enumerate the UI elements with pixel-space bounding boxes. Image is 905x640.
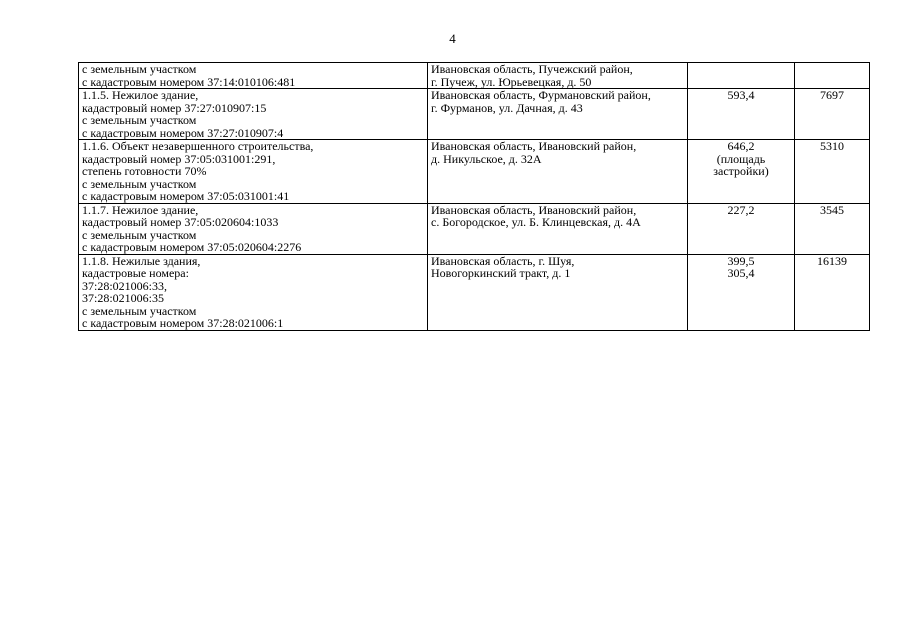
area-cell bbox=[688, 63, 795, 89]
table-row bbox=[79, 203, 870, 254]
object-description-line: с кадастровым номером 37:14:010106:481 bbox=[82, 74, 296, 89]
address-line: г. Фурманов, ул. Дачная, д. 43 bbox=[431, 100, 583, 115]
table-row bbox=[79, 140, 870, 204]
area-line: 305,4 bbox=[727, 266, 755, 280]
property-table-body bbox=[79, 63, 870, 331]
object-description-line: с земельным участком bbox=[82, 227, 197, 242]
object-description-line: с кадастровым номером 37:28:021006:1 bbox=[82, 316, 284, 330]
area-cell bbox=[688, 254, 795, 330]
address-line: г. Пучеж, ул. Юрьевецкая, д. 50 bbox=[431, 74, 592, 89]
address-cell bbox=[428, 203, 688, 254]
address-cell bbox=[428, 140, 688, 204]
address-line: д. Никульское, д. 32А bbox=[431, 151, 542, 166]
object-description-line: с кадастровым номером 37:05:031001:41 bbox=[82, 189, 290, 203]
price-cell bbox=[795, 203, 870, 254]
price-line: 16139 bbox=[817, 253, 847, 268]
address-line: с. Богородское, ул. Б. Клинцевская, д. 4А bbox=[431, 215, 641, 229]
table-row bbox=[79, 89, 870, 140]
object-description-line: кадастровый номер 37:27:010907:15 bbox=[82, 100, 267, 115]
price-line: 3545 bbox=[820, 202, 844, 217]
area-cell bbox=[688, 203, 795, 254]
address-line: Ивановская область, Пучежский район, bbox=[431, 62, 633, 76]
object-description-line: 37:28:021006:35 bbox=[82, 291, 165, 305]
object-description-line: с кадастровым номером 37:05:020604:2276 bbox=[82, 240, 302, 254]
object-description-line: 1.1.5. Нежилое здание, bbox=[82, 88, 199, 102]
object-description-line: 1.1.8. Нежилые здания, bbox=[82, 253, 201, 268]
object-description-line: 37:28:021006:33, bbox=[82, 278, 168, 293]
object-description-cell bbox=[79, 254, 428, 330]
object-description-line: с кадастровым номером 37:27:010907:4 bbox=[82, 125, 284, 140]
price-cell bbox=[795, 140, 870, 204]
address-cell bbox=[428, 254, 688, 330]
object-description-line: 1.1.7. Нежилое здание, bbox=[82, 202, 199, 217]
price-cell bbox=[795, 63, 870, 89]
address-line: Ивановская область, Ивановский район, bbox=[431, 139, 637, 153]
object-description-line: кадастровый номер 37:05:031001:291, bbox=[82, 151, 276, 166]
address-line: Ивановская область, г. Шуя, bbox=[431, 253, 575, 268]
object-description-line: с земельным участком bbox=[82, 113, 197, 127]
object-description-line: с земельным участком bbox=[82, 176, 197, 191]
area-line: 227,2 bbox=[727, 202, 755, 217]
area-line: 646,2 bbox=[727, 139, 755, 153]
area-line: (площадь bbox=[716, 151, 766, 166]
property-table bbox=[78, 62, 870, 331]
address-cell bbox=[428, 89, 688, 140]
table-row bbox=[79, 63, 870, 89]
object-description-cell bbox=[79, 203, 428, 254]
area-line: застройки) bbox=[713, 164, 769, 178]
object-description-line: с земельным участком bbox=[82, 303, 197, 318]
price-line: 5310 bbox=[820, 139, 844, 153]
object-description-line: с земельным участком bbox=[82, 62, 197, 76]
area-cell bbox=[688, 89, 795, 140]
object-description-cell bbox=[79, 63, 428, 89]
area-line: 399,5 bbox=[727, 253, 755, 268]
object-description-cell bbox=[79, 89, 428, 140]
table-row bbox=[79, 254, 870, 330]
object-description-line: 1.1.6. Объект незавершенного строительства, bbox=[82, 139, 314, 153]
object-description-line: степень готовности 70% bbox=[82, 164, 207, 178]
object-description-line: кадастровый номер 37:05:020604:1033 bbox=[82, 215, 279, 229]
address-cell bbox=[428, 63, 688, 89]
object-description-line: кадастровые номера: bbox=[82, 266, 189, 280]
address-line: Ивановская область, Ивановский район, bbox=[431, 202, 637, 217]
price-line: 7697 bbox=[820, 88, 844, 102]
price-cell bbox=[795, 89, 870, 140]
address-line: Ивановская область, Фурмановский район, bbox=[431, 88, 651, 102]
area-line: 593,4 bbox=[727, 88, 755, 102]
page-number: 4 bbox=[449, 31, 456, 46]
object-description-cell bbox=[79, 140, 428, 204]
price-cell bbox=[795, 254, 870, 330]
address-line: Новогоркинский тракт, д. 1 bbox=[431, 266, 571, 280]
area-cell bbox=[688, 140, 795, 204]
